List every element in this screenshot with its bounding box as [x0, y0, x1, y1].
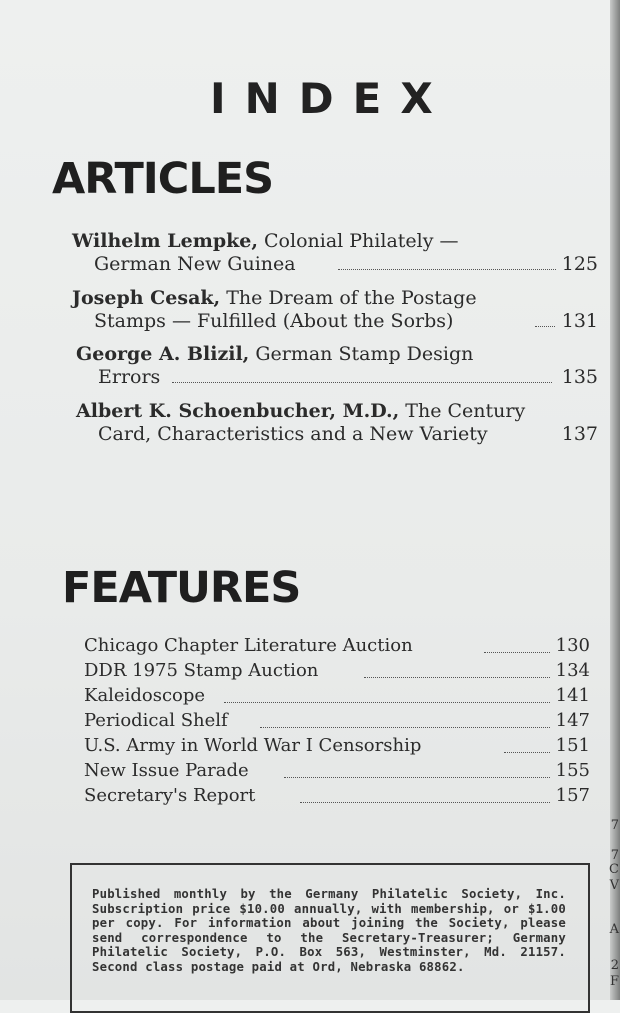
dot-leader: [172, 382, 552, 383]
edge-fragment: F: [609, 974, 619, 989]
feature-title: Chicago Chapter Literature Auction: [84, 635, 413, 656]
feature-title: Kaleidoscope: [84, 685, 206, 706]
article-title-line2: Errors: [98, 366, 161, 388]
page-number: 137: [561, 423, 598, 445]
article-entry[interactable]: [72, 230, 598, 276]
page-number: 141: [555, 685, 590, 706]
page-number: 151: [555, 735, 590, 756]
edge-fragment: A: [609, 922, 619, 937]
page-title: INDEX: [210, 74, 452, 123]
article-title-line1: The Dream of the Postage: [220, 287, 477, 309]
dot-leader: [284, 777, 550, 778]
page-number: 157: [555, 785, 590, 806]
article-title-line2: Card, Characteristics and a New Variety: [98, 423, 488, 445]
page-number: 130: [555, 635, 590, 656]
edge-fragment: 7: [610, 818, 619, 833]
page-number: 134: [555, 660, 590, 681]
feature-entry[interactable]: [84, 635, 590, 660]
feature-entry[interactable]: [84, 735, 590, 760]
article-entry[interactable]: [72, 287, 598, 333]
article-title-line1: The Century: [399, 400, 526, 422]
edge-fragment: 2: [610, 958, 619, 973]
feature-title: Secretary's Report: [84, 785, 256, 806]
article-entry[interactable]: [76, 400, 598, 446]
article-title-line2: German New Guinea: [94, 253, 296, 275]
dot-leader: [260, 727, 550, 728]
edge-fragment: V: [609, 878, 619, 893]
feature-title: Periodical Shelf: [84, 710, 228, 731]
feature-entry[interactable]: [84, 785, 590, 810]
article-title-line1: Colonial Philately —: [257, 230, 459, 252]
article-title-line2: Stamps — Fulfilled (About the Sorbs): [94, 310, 454, 332]
publication-info-box: [70, 863, 590, 1013]
dot-leader: [504, 752, 550, 753]
article-author: George A. Blizil,: [76, 343, 250, 365]
page-number: 125: [561, 253, 598, 275]
features-heading: FEATURES: [62, 563, 301, 613]
dot-leader: [224, 702, 550, 703]
feature-entry[interactable]: [84, 710, 590, 735]
article-author: Wilhelm Lempke,: [72, 230, 258, 252]
dot-leader: [338, 269, 556, 270]
feature-title: DDR 1975 Stamp Auction: [84, 660, 319, 681]
article-entry[interactable]: [76, 343, 598, 389]
feature-entry[interactable]: [84, 660, 590, 685]
page-number: 147: [555, 710, 590, 731]
page-number: 135: [561, 366, 598, 388]
feature-title: U.S. Army in World War I Censorship: [84, 735, 422, 756]
page-number: 155: [555, 760, 590, 781]
dot-leader: [484, 652, 550, 653]
edge-fragment: 7: [610, 848, 619, 863]
dot-leader: [364, 677, 550, 678]
publication-note: Published monthly by the Germany Philatelic Society, Inc. Subscription price $10.00 annually, with membership, or $1.00 per copy. For information about joining the Society, please send correspondence to the Secretary-Treasurer; Germany Philatelic Society, P.O. Box 563, Westminster, Md. 21157. Second class postage paid at Ord, Nebraska 68862.: [92, 887, 566, 974]
articles-heading: ARTICLES: [52, 154, 274, 204]
dot-leader: [300, 802, 550, 803]
article-author: Joseph Cesak,: [72, 287, 221, 309]
article-title-line1: German Stamp Design: [249, 343, 474, 365]
dot-leader: [535, 326, 555, 327]
edge-fragment: C: [609, 862, 619, 877]
feature-entry[interactable]: [84, 760, 590, 785]
page-number: 131: [561, 310, 598, 332]
article-author: Albert K. Schoenbucher, M.D.,: [76, 400, 400, 422]
feature-title: New Issue Parade: [84, 760, 249, 781]
feature-entry[interactable]: [84, 685, 590, 710]
